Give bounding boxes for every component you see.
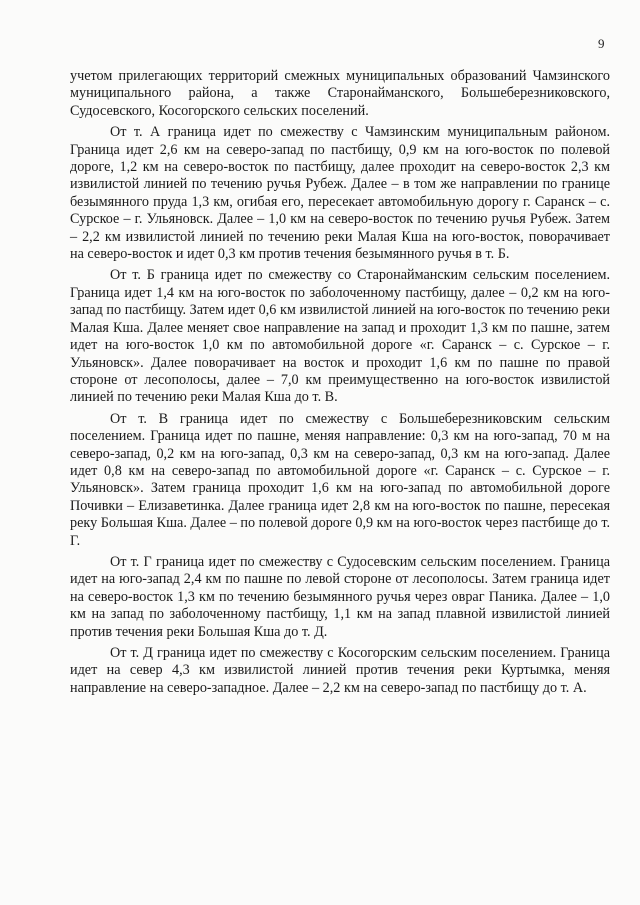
paragraph-point-b: От т. Б граница идет по смежеству со Старонайманским сельским поселением. Граница идет 1,4 км на юго-восток по заболоченному пастбищу, далее – 0,2 км на юго-запад по пастбищу. Затем идет 0,6 км извилистой линией на юго-восток по течению реки Малая Кша. Далее меняет свое направление на запад и проходит 1,3 км по пашне, затем идет на юго-восток 1,0 км по автомобильной дороге «г. Саранск – с. Сурское – г. Ульяновск». Далее поворачивает на восток и проходит 1,6 км по пашне по правой стороне от лесополосы, далее – 7,0 км преимущественно на юго-восток извилистой линией по течению реки Малая Кша до т. В.: [70, 267, 610, 406]
document-body: [70, 68, 610, 701]
page-number: 9: [598, 36, 605, 51]
paragraph-point-d: От т. Д граница идет по смежеству с Косогорским сельским поселением. Граница идет на север 4,3 км извилистой линией против течения реки Куртымка, меняя направление на северо-западное. Далее – 2,2 км на северо-запад по пастбищу до т. А.: [70, 645, 610, 696]
paragraph-point-a: От т. А граница идет по смежеству с Чамзинским муниципальным районом. Граница идет 2,6 км на северо-запад по пастбищу, 0,9 км на юго-восток по полевой дороге, 1,2 км на северо-восток по пастбищу, далее проходит на северо-восток 2,3 км извилистой линией по течению ручья Рубеж. Далее – в том же направлении по границе безымянного пруда 1,3 км, огибая его, пересекает автомобильную дорогу г. Саранск – с. Сурское – г. Ульяновск. Далее – 1,0 км на северо-восток по течению ручья Рубеж. Затем – 2,2 км извилистой линией по течению реки Малая Кша на юго-восток, поворачивает на северо-восток и идет 0,3 км против течения безымянного ручья в т. Б.: [70, 124, 610, 263]
paragraph-point-g: От т. Г граница идет по смежеству с Судосевским сельским поселением. Граница идет на юго-запад 2,4 км по пашне по левой стороне от лесополосы. Затем граница идет на северо-восток 1,3 км по течению безымянного ручья через овраг Паника. Далее – 1,0 км на запад по заболоченному пастбищу, 1,1 км на запад плавной извилистой линией против течения реки Большая Кша до т. Д.: [70, 553, 610, 640]
paragraph-point-v: От т. В граница идет по смежеству с Большеберезниковским сельским поселением. Граница идет по пашне, меняя направление: 0,3 км на юго-запад, 70 м на северо-запад, 0,2 км на юго-запад, 0,3 км на северо-запад, 0,3 км на юго-запад. Далее идет 0,8 км на северо-запад по автомобильной дороге «г. Саранск – с. Сурское – г. Ульяновск». Затем граница проходит 1,6 км на юго-запад по автомобильной дороге Почивки – Елизаветинка. Далее граница идет 2,8 км на юго-восток по пашне, пересекая реку Большая Кша. Далее – по полевой дороге 0,9 км на юго-восток через пастбище до т. Г.: [70, 410, 610, 549]
paragraph-intro: учетом прилегающих территорий смежных муниципальных образований Чамзинского муниципального района, а также Старонайманского, Большеберезниковского, Судосевского, Косогорского сельских поселений.: [70, 68, 610, 119]
